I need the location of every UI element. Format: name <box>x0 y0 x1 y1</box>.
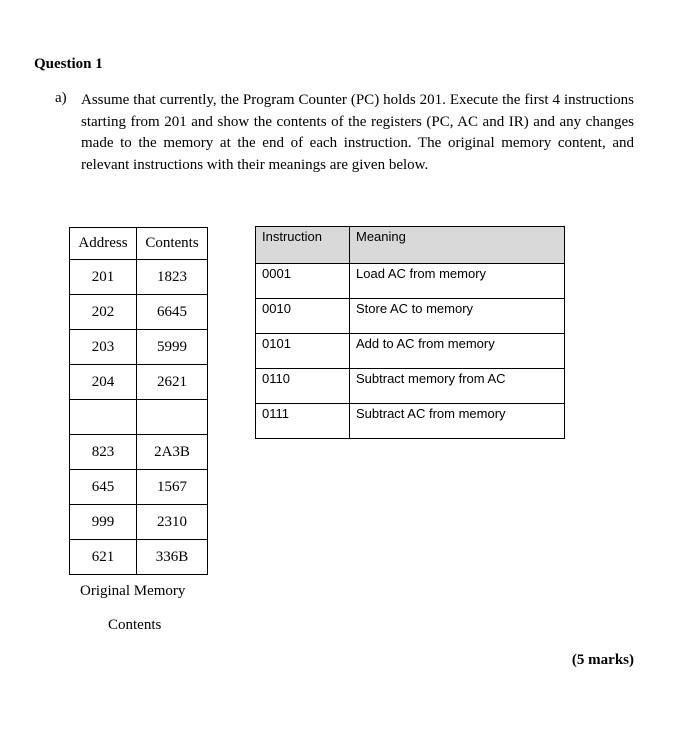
table-row <box>70 365 208 400</box>
table-row <box>70 330 208 365</box>
memory-table-header <box>70 228 208 260</box>
address-cell: 999 <box>70 505 137 540</box>
table-row <box>70 400 208 435</box>
table-row <box>256 334 565 369</box>
meaning-cell: Load AC from memory <box>350 264 565 299</box>
table-row <box>70 435 208 470</box>
question-text: Assume that currently, the Program Counter (PC) holds 201. Execute the first 4 instructions starting from 201 and show the contents of the registers (PC, AC and IR) and any changes made to the memory at the end of each instruction. The original memory content, and relevant instructions with their meanings are given below. <box>81 92 634 173</box>
instruction-cell: 0001 <box>256 264 350 299</box>
address-cell <box>70 400 137 435</box>
instruction-header: Instruction <box>256 227 350 264</box>
contents-cell: 2621 <box>137 365 208 400</box>
address-cell: 621 <box>70 540 137 575</box>
address-header: Address <box>70 228 137 260</box>
address-cell: 201 <box>70 260 137 295</box>
contents-cell: 1567 <box>137 470 208 505</box>
instruction-table <box>255 226 565 439</box>
address-cell: 204 <box>70 365 137 400</box>
instruction-table-header <box>256 227 565 264</box>
address-cell: 823 <box>70 435 137 470</box>
contents-cell: 1823 <box>137 260 208 295</box>
address-cell: 203 <box>70 330 137 365</box>
memory-caption-line1: Original Memory <box>80 583 186 599</box>
meaning-header: Meaning <box>350 227 565 264</box>
memory-table <box>69 227 208 575</box>
instruction-cell: 0010 <box>256 299 350 334</box>
contents-cell: 336B <box>137 540 208 575</box>
table-row <box>70 295 208 330</box>
table-row <box>256 299 565 334</box>
meaning-cell: Store AC to memory <box>350 299 565 334</box>
contents-cell: 5999 <box>137 330 208 365</box>
question-title: Question 1 <box>34 56 103 72</box>
table-row <box>256 404 565 439</box>
contents-header: Contents <box>137 228 208 260</box>
table-row <box>256 264 565 299</box>
meaning-cell: Subtract memory from AC <box>350 369 565 404</box>
meaning-cell: Add to AC from memory <box>350 334 565 369</box>
instruction-cell: 0101 <box>256 334 350 369</box>
address-cell: 645 <box>70 470 137 505</box>
address-cell: 202 <box>70 295 137 330</box>
part-label: a) <box>55 90 67 106</box>
instruction-cell: 0110 <box>256 369 350 404</box>
table-row <box>70 540 208 575</box>
meaning-cell: Subtract AC from memory <box>350 404 565 439</box>
memory-caption-line2: Contents <box>108 617 162 633</box>
contents-cell <box>137 400 208 435</box>
table-row <box>70 260 208 295</box>
table-row <box>70 505 208 540</box>
table-row <box>256 369 565 404</box>
contents-cell: 2A3B <box>137 435 208 470</box>
contents-cell: 2310 <box>137 505 208 540</box>
instruction-cell: 0111 <box>256 404 350 439</box>
table-row <box>70 470 208 505</box>
contents-cell: 6645 <box>137 295 208 330</box>
marks-label: (5 marks) <box>571 652 634 668</box>
